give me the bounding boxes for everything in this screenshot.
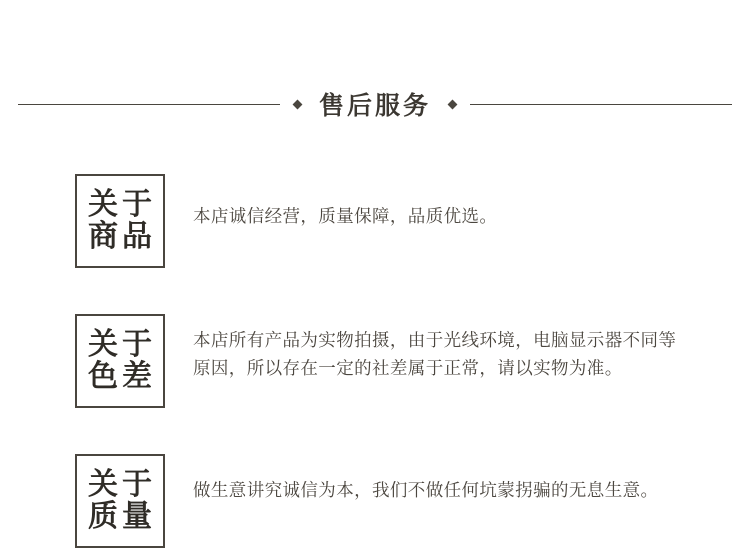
badge-line-1: 关于 — [88, 327, 156, 361]
service-item — [75, 454, 683, 548]
badge-line-2: 色差 — [88, 360, 156, 393]
badge-about-color-difference — [75, 314, 165, 408]
service-item-text: 做生意讲究诚信为本，我们不做任何坑蒙拐骗的无息生意。 — [193, 480, 659, 500]
diamond-icon-left — [293, 99, 303, 109]
badge-about-quality — [75, 454, 165, 548]
header-rule-left — [18, 104, 280, 105]
service-item-text: 本店诚信经营，质量保障，品质优选。 — [193, 206, 498, 226]
badge-line-2: 商品 — [88, 220, 156, 253]
service-item — [75, 174, 683, 268]
page-title: 售后服务 — [319, 93, 432, 120]
badge-line-1: 关于 — [88, 467, 156, 501]
header-rule-right — [470, 104, 732, 105]
badge-line-2: 质量 — [88, 500, 156, 533]
diamond-icon-right — [448, 99, 458, 109]
badge-about-product — [75, 174, 165, 268]
service-item — [75, 314, 683, 408]
service-item-text: 本店所有产品为实物拍摄，由于光线环境，电脑显示器不同等原因，所以存在一定的社差属于正常，请以实物为准。 — [193, 330, 677, 379]
badge-line-1: 关于 — [88, 187, 156, 221]
page-header — [0, 82, 750, 126]
